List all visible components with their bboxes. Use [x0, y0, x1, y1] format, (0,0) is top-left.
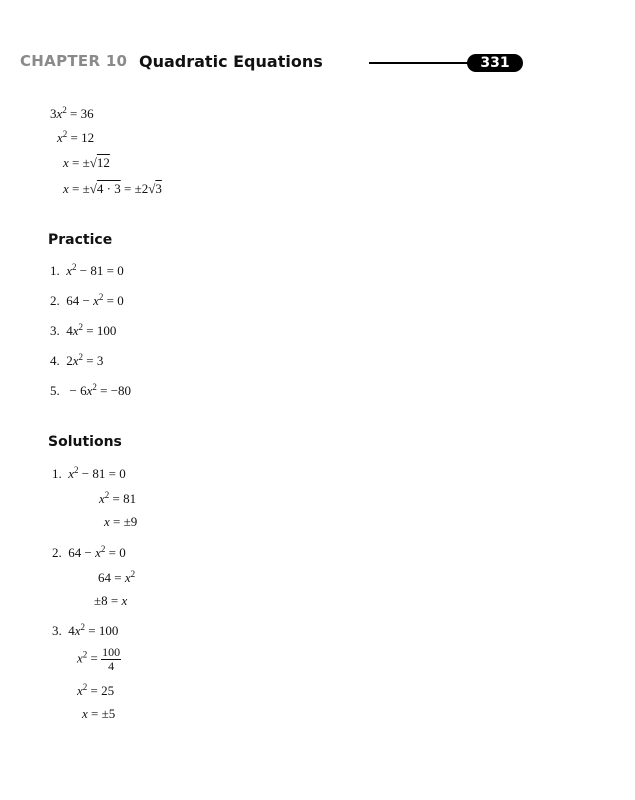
fraction	[101, 646, 121, 673]
solution-1-line-3: x = ±9	[104, 514, 138, 529]
solution-3-line-1: 3. $4x^2 = 100$	[52, 622, 119, 638]
practice-item-number: 1.	[50, 263, 60, 278]
practice-item-rhs: = −80	[100, 383, 132, 398]
solution-3-line-2: $x^2$ = $\frac{100}{4}$	[77, 645, 121, 673]
practice-item-2: 2. $64 - x^2 = 0$	[50, 292, 124, 308]
example-step-3: x = ±√12	[63, 155, 110, 170]
fraction-denominator: 4	[108, 659, 115, 673]
practice-item-number: 4.	[50, 353, 60, 368]
solution-2-line-1-rhs: = 0	[108, 545, 126, 560]
solution-number: 1.	[52, 466, 62, 481]
fraction-numerator: 100	[102, 645, 121, 659]
solution-3-line-1-rhs: = 100	[88, 623, 119, 638]
practice-item-1: 1. $x^2 - 81 = 0$	[50, 262, 124, 278]
example-step-4-tail: = ±2	[123, 181, 149, 196]
solution-2-line-2: $64 = x^2$	[98, 569, 136, 585]
solution-number: 3.	[52, 623, 62, 638]
solution-1-line-1: 1. $x^2 - 81 = 0$	[52, 465, 126, 481]
practice-item-rhs: = 3	[86, 353, 104, 368]
practice-item-3: 3. $4x^2 = 100$	[50, 322, 117, 338]
chapter-title: Quadratic Equations	[139, 52, 323, 71]
practice-item-number: 5.	[50, 383, 60, 398]
header-rule	[369, 62, 481, 64]
practice-item-lhs: 64 −	[66, 293, 90, 308]
solution-number: 2.	[52, 545, 62, 560]
example-step-4: x = ±√4 · 3 = ±2√3	[63, 181, 162, 196]
example-step-2: $x^2 = 12$	[57, 129, 95, 145]
solution-2-line-2-lhs: 64 =	[98, 570, 122, 585]
solution-1-line-3-rhs: = ±9	[113, 514, 138, 529]
example-step-2-rhs: = 12	[70, 130, 95, 145]
practice-item-number: 3.	[50, 323, 60, 338]
solution-3-line-4: x = ±5	[82, 706, 116, 721]
example-step-3-radicand: 12	[96, 155, 110, 170]
solution-2-line-3-lhs: ±8 =	[94, 593, 119, 608]
solution-3-line-1-coef: 4	[68, 623, 75, 638]
practice-item-coef: 4	[66, 323, 73, 338]
chapter-label: CHAPTER 10	[20, 52, 128, 70]
practice-heading: Practice	[48, 232, 113, 248]
solution-1-line-2-rhs: = 81	[112, 491, 137, 506]
solutions-heading: Solutions	[48, 434, 122, 450]
solution-3-line-3-rhs: = 25	[90, 683, 115, 698]
solution-3-line-3: $x^2 = 25$	[77, 682, 115, 698]
solution-2-line-1-lhs: 64 −	[68, 545, 92, 560]
example-step-1: $3x^2 = 36$	[50, 105, 94, 121]
example-step-1-rhs: = 36	[70, 106, 94, 121]
solution-2-line-3: ±8 = x	[94, 593, 128, 608]
practice-item-coef: − 6	[69, 383, 87, 398]
example-step-4-radicand: 4 · 3	[96, 181, 121, 196]
example-step-4-tail-radicand: 3	[155, 181, 162, 196]
practice-item-rhs: = 100	[86, 323, 117, 338]
practice-item-rhs: = 0	[106, 293, 124, 308]
practice-item-coef: 2	[66, 353, 73, 368]
solution-1-line-1-rhs: − 81 = 0	[81, 466, 126, 481]
solution-2-line-1: 2. $64 - x^2 = 0$	[52, 544, 126, 560]
practice-item-4: 4. $2x^2 = 3$	[50, 352, 104, 368]
solution-1-line-2: $x^2 = 81$	[99, 490, 137, 506]
practice-item-rhs: − 81 = 0	[79, 263, 124, 278]
practice-item-number: 2.	[50, 293, 60, 308]
practice-item-5: 5. − $6x^2 = -80$	[50, 382, 132, 398]
solution-3-line-4-rhs: = ±5	[91, 706, 116, 721]
page-number: 331	[467, 54, 523, 72]
